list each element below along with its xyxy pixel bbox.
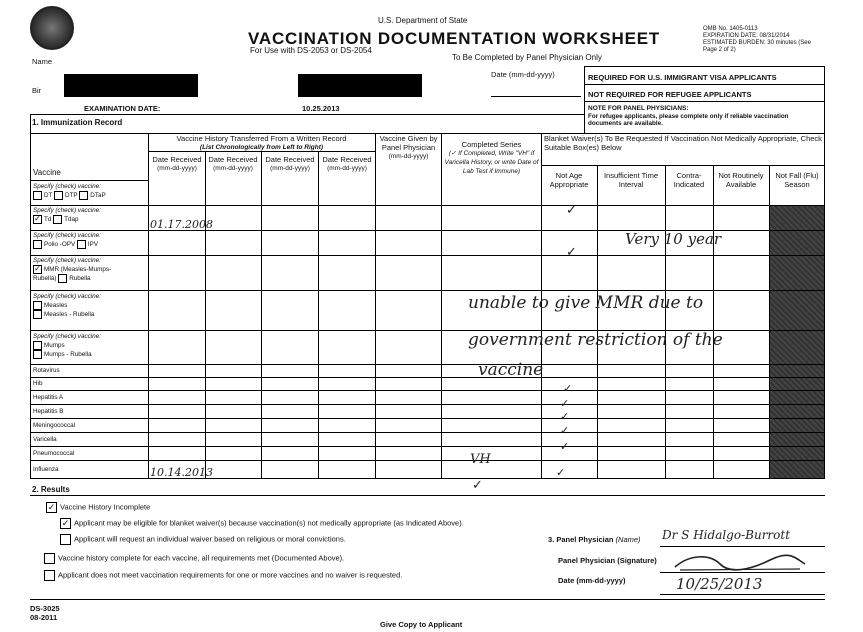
blanket-waiver-checkbox[interactable]: ✓ bbox=[61, 518, 70, 528]
opv-checkbox[interactable] bbox=[33, 240, 42, 249]
vaccine-row-influenza: Influenza bbox=[33, 466, 59, 473]
measles-checkbox[interactable] bbox=[33, 301, 42, 310]
department-name: U.S. Department of State bbox=[378, 16, 468, 25]
vaccine-column-header: Vaccine bbox=[33, 168, 61, 177]
physician-signature bbox=[670, 552, 810, 574]
state-department-seal bbox=[30, 6, 74, 50]
result-requirements-not-met: Applicant does not meet vaccination requirements for one or more vaccines and no waiver is requested. bbox=[44, 570, 402, 581]
waiver-header: Blanket Waiver(s) To Be Requested If Vaccination Not Medically Appropriate, Check Suitable Box(es) Below bbox=[544, 134, 822, 152]
mumps-checkbox[interactable] bbox=[33, 341, 42, 350]
dt-checkbox[interactable] bbox=[33, 191, 42, 200]
given-header: Vaccine Given by Panel Physician bbox=[379, 134, 438, 152]
dtap-checkbox[interactable] bbox=[79, 191, 88, 200]
history-incomplete-checkbox[interactable]: ✓ bbox=[47, 502, 56, 512]
date-received-2: Date Received bbox=[208, 155, 258, 164]
checkmark-hepa-not-age: ✓ bbox=[560, 397, 570, 410]
date-label: Date (mm-dd-yyyy) bbox=[491, 70, 555, 79]
handwritten-td-date: 01.17.2008 bbox=[150, 218, 213, 231]
form-subtitle: For Use with DS-2053 or DS-2054 bbox=[250, 46, 372, 55]
individual-waiver-checkbox[interactable] bbox=[60, 534, 71, 545]
measles-rubella-checkbox[interactable] bbox=[33, 310, 42, 319]
checkmark-hepb-not-age: ✓ bbox=[560, 410, 570, 423]
date-received-3: Date Received bbox=[265, 155, 315, 164]
redacted-name bbox=[64, 74, 198, 97]
checkmark-hib-not-age: ✓ bbox=[563, 382, 573, 395]
history-complete-checkbox[interactable] bbox=[44, 553, 55, 564]
waiver-not-age: Not Age Appropriate bbox=[549, 171, 589, 189]
vaccine-row-td: Specify (check) vaccine: ✓ Td Tdap bbox=[33, 207, 101, 223]
section3-title: 3. Panel Physician (Name) bbox=[548, 535, 641, 544]
handwritten-note-line3: vaccine bbox=[478, 360, 544, 380]
requirements-not-met-checkbox[interactable] bbox=[44, 570, 55, 581]
required-immigrant: REQUIRED FOR U.S. IMMIGRANT VISA APPLICANTS bbox=[588, 73, 777, 82]
checkmark-influenza-series: ✓ bbox=[472, 478, 483, 493]
vaccine-row-hepatitis-a: Hepatitis A bbox=[33, 394, 64, 401]
vaccine-row-hib: Hib bbox=[33, 380, 43, 387]
expiration-date: EXPIRATION DATE: 08/31/2014 bbox=[703, 33, 790, 39]
ipv-checkbox[interactable] bbox=[77, 240, 86, 249]
form-date: 08-2011 bbox=[30, 613, 58, 622]
vaccine-row-meningococcal: Meningococcal bbox=[33, 422, 76, 429]
estimated-burden: ESTIMATED BURDEN: 30 minutes (See bbox=[703, 40, 811, 46]
series-header: Completed Series bbox=[461, 140, 522, 149]
give-copy-note: Give Copy to Applicant bbox=[380, 620, 463, 629]
handwritten-note-line2: government restriction of the bbox=[468, 330, 723, 350]
mmr-checkbox[interactable]: ✓ bbox=[34, 263, 41, 273]
waiver-not-available: Not Routinely Available bbox=[718, 171, 764, 189]
mumps-rubella-checkbox[interactable] bbox=[33, 350, 42, 359]
checkmark-varicella-not-age: ✓ bbox=[560, 440, 570, 453]
dtp-checkbox[interactable] bbox=[54, 191, 63, 200]
not-required-refugee: NOT REQUIRED FOR REFUGEE APPLICANTS bbox=[588, 90, 752, 99]
rubella-checkbox[interactable] bbox=[58, 274, 67, 283]
checkmark-polio-not-age: ✓ bbox=[566, 245, 577, 260]
form-number: DS-3025 bbox=[30, 604, 60, 613]
omb-number: OMB No. 1405-0113 bbox=[703, 26, 758, 32]
history-header: Vaccine History Transferred From a Written Record bbox=[176, 134, 347, 143]
result-history-complete: Vaccine history complete for each vaccine, all requirements met (Documented Above). bbox=[44, 553, 344, 564]
vaccine-row-hepatitis-b: Hepatitis B bbox=[33, 408, 64, 415]
physician-name: Dr S Hidalgo-Burrott bbox=[662, 528, 791, 542]
vaccine-row-measles: Specify (check) vaccine: Measles Measles - Rubella bbox=[33, 293, 101, 318]
date-label-bottom: Date (mm-dd-yyyy) bbox=[558, 576, 626, 585]
td-checkbox[interactable]: ✓ bbox=[34, 213, 41, 223]
handwritten-note-line1: unable to give MMR due to bbox=[468, 293, 704, 313]
handwritten-flu-date: 10.14.2013 bbox=[150, 466, 213, 479]
vaccine-row-mmr: Specify (check) vaccine: ✓ MMR (Measles-Mumps- Rubella) Rubella bbox=[33, 257, 112, 282]
note-title: NOTE FOR PANEL PHYSICIANS: bbox=[588, 105, 689, 112]
date-received-1: Date Received bbox=[152, 155, 202, 164]
form-title: VACCINATION DOCUMENTATION WORKSHEET bbox=[248, 29, 661, 48]
exam-date-value: 10.25.2013 bbox=[302, 104, 340, 113]
checkmark-dt-not-age: ✓ bbox=[566, 203, 577, 218]
checkmark-influenza-not-age: ✓ bbox=[556, 466, 566, 479]
date-received-4: Date Received bbox=[322, 155, 372, 164]
note-body: For refugee applicants, please complete only if reliable vaccination documents are available. bbox=[588, 113, 789, 127]
physician-date: 10/25/2013 bbox=[676, 575, 763, 593]
birth-label: Bir bbox=[32, 86, 42, 95]
result-history-incomplete: ✓ Vaccine History Incomplete bbox=[47, 502, 151, 512]
tdap-checkbox[interactable] bbox=[53, 215, 62, 224]
omb-block bbox=[703, 26, 811, 54]
vaccine-row-polio: Specify (check) vaccine: Polio -OPV IPV bbox=[33, 232, 101, 248]
waiver-insufficient: Insufficient Time Interval bbox=[603, 171, 659, 189]
vaccine-row-dt: Specify (check) vaccine: DT DTP DTaP bbox=[33, 183, 106, 199]
section1-title: 1. Immunization Record bbox=[32, 118, 123, 127]
result-blanket-waiver: ✓ Applicant may be eligible for blanket waiver(s) because vaccination(s) not medically appropriate (as Indicated Above). bbox=[61, 518, 464, 528]
vaccine-row-pneumococcal: Pneumococcal bbox=[33, 450, 75, 457]
vaccine-row-mumps: Specify (check) vaccine: Mumps Mumps - Rubella bbox=[33, 333, 101, 358]
history-subheader: (List Chronologically from Left to Right) bbox=[199, 144, 324, 151]
signature-label: Panel Physician (Signature) bbox=[558, 556, 657, 565]
handwritten-vh: VH bbox=[470, 452, 491, 467]
series-subheader: (✓ If Completed, Write "VH" if Varicella History, or write Date of Lab Test if Immune) bbox=[444, 150, 539, 175]
vaccine-row-varicella: Varicella bbox=[33, 436, 57, 443]
redacted-birthdate bbox=[298, 74, 422, 97]
checkmark-mening-not-age: ✓ bbox=[560, 424, 570, 437]
completed-by-note: To Be Completed by Panel Physician Only bbox=[452, 53, 602, 62]
flu-season-shaded-column bbox=[770, 205, 824, 478]
name-label: Name bbox=[32, 57, 53, 66]
page-number: Page 2 of 2) bbox=[703, 47, 736, 53]
result-individual-waiver: Applicant will request an individual waiver based on religious or moral convictions. bbox=[60, 534, 346, 545]
vaccine-row-rotavirus: Rotavirus bbox=[33, 367, 60, 374]
exam-date-label: EXAMINATION DATE: bbox=[84, 104, 161, 113]
handwritten-interval-note: Very 10 year bbox=[625, 230, 722, 248]
section2-title: 2. Results bbox=[32, 485, 70, 494]
waiver-flu-season: Not Fall (Flu) Season bbox=[775, 171, 819, 189]
waiver-contra: Contra-Indicated bbox=[673, 171, 705, 189]
